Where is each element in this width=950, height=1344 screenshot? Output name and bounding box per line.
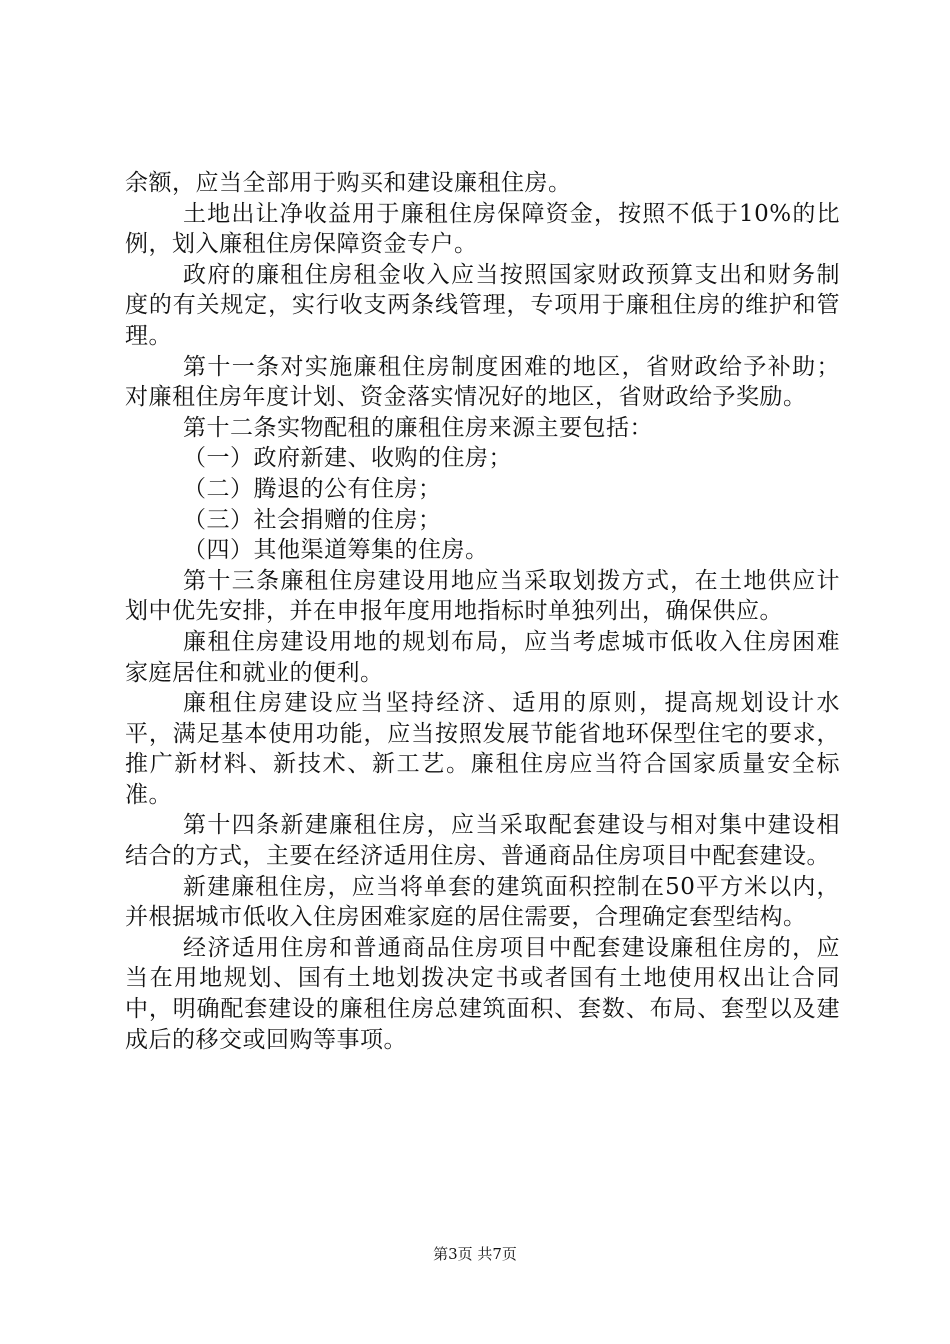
- list-item-4: （四）其他渠道筹集的住房。: [183, 537, 489, 564]
- page-number-footer: 第3页 共7页: [433, 1245, 517, 1263]
- paragraph-3: 政府的廉租住房租金收入应当按照国家财政预算支出和财务制度的有关规定，实行收支两条线管理，专项用于廉租住房的维护和管理。: [125, 261, 840, 349]
- paragraph-5: 第十二条实物配租的廉租住房来源主要包括：: [183, 414, 653, 441]
- paragraph-2: 土地出让净收益用于廉租住房保障资金，按照不低于10%的比例，划入廉租住房保障资金专户。: [125, 200, 840, 258]
- paragraph-10: 新建廉租住房，应当将单套的建筑面积控制在50平方米以内，并根据城市低收入住房困难家庭的居住需要，合理确定套型结构。: [125, 873, 840, 931]
- list-item-1: （一）政府新建、收购的住房；: [183, 445, 512, 472]
- document-body: [125, 168, 840, 1055]
- list-item-2: （二）腾退的公有住房；: [183, 475, 442, 502]
- paragraph-6: 第十三条廉租住房建设用地应当采取划拨方式，在土地供应计划中优先安排，并在申报年度用地指标时单独列出，确保供应。: [125, 567, 840, 625]
- paragraph-11: 经济适用住房和普通商品住房项目中配套建设廉租住房的，应当在用地规划、国有土地划拨决定书或者国有土地使用权出让合同中，明确配套建设的廉租住房总建筑面积、套数、布局、套型以及建成后的移交或回购等事项。: [125, 934, 840, 1053]
- paragraph-1: 余额，应当全部用于购买和建设廉租住房。: [125, 170, 572, 196]
- paragraph-4: 第十一条对实施廉租住房制度困难的地区，省财政给予补助；对廉租住房年度计划、资金落实情况好的地区，省财政给予奖励。: [125, 353, 840, 411]
- paragraph-8: 廉租住房建设应当坚持经济、适用的原则，提高规划设计水平，满足基本使用功能，应当按照发展节能省地环保型住宅的要求，推广新材料、新技术、新工艺。廉租住房应当符合国家质量安全标准。: [125, 690, 840, 808]
- paragraph-7: 廉租住房建设用地的规划布局，应当考虑城市低收入住房困难家庭居住和就业的便利。: [125, 628, 840, 686]
- paragraph-9: 第十四条新建廉租住房，应当采取配套建设与相对集中建设相结合的方式，主要在经济适用住房、普通商品住房项目中配套建设。: [125, 812, 840, 870]
- list-item-3: （三）社会捐赠的住房；: [183, 506, 442, 533]
